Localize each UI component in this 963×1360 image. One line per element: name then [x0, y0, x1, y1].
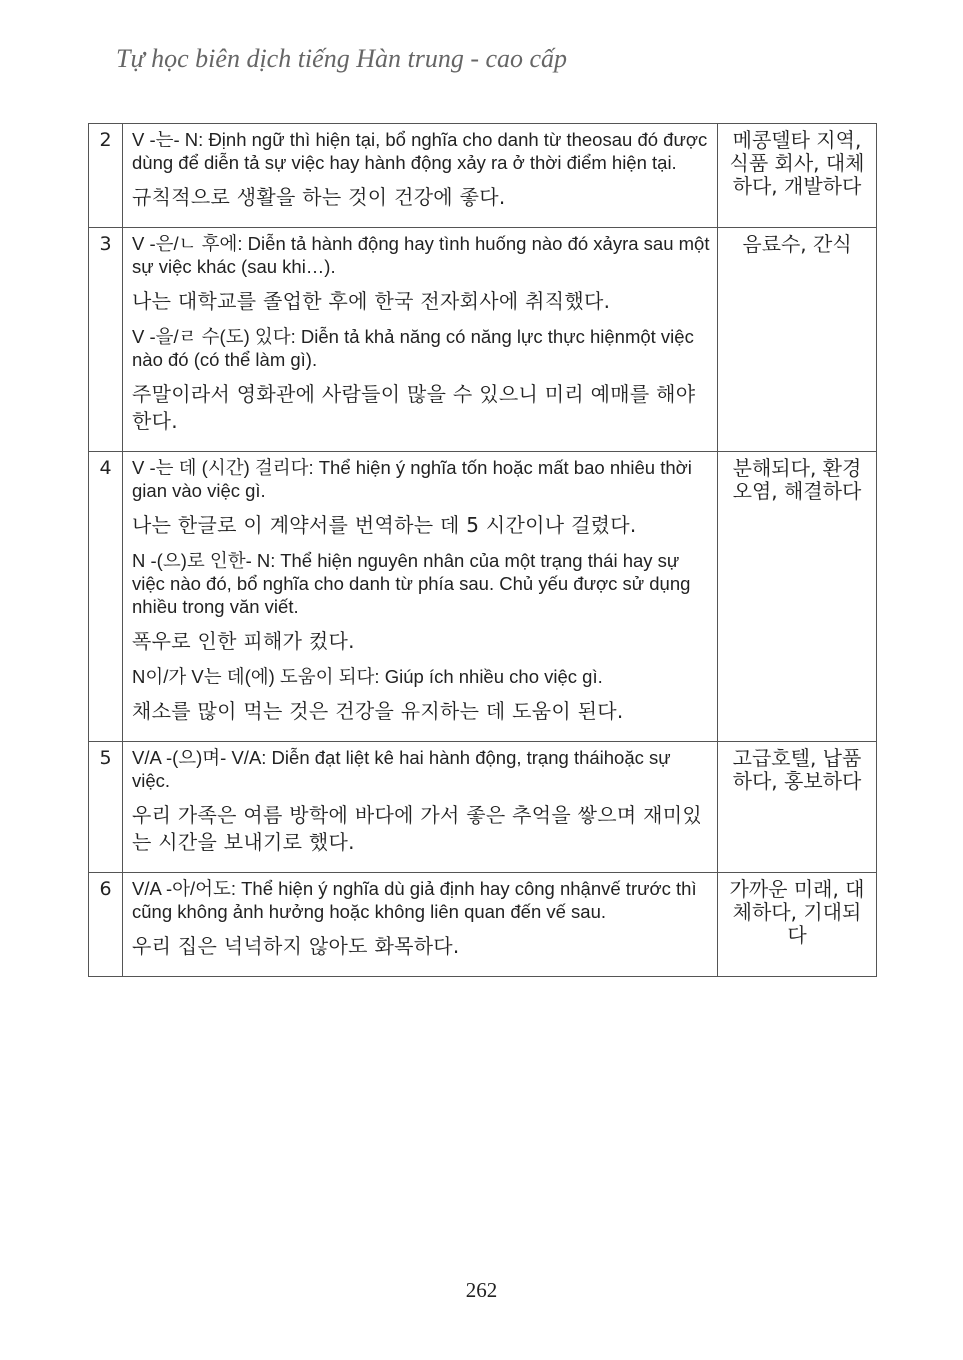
- row-number: 4: [89, 452, 123, 742]
- grammar-cell: [123, 452, 718, 742]
- grammar-point: V/A -아/어도: Thể hiện ý nghĩa dù giả định hay công nhậnvế trước thì cũng không ảnh hưởng hoặc không liên quan đến vế sau.: [132, 878, 697, 922]
- page-number: 262: [465, 1278, 498, 1302]
- grammar-cell: [123, 873, 718, 977]
- grammar-point: V/A -(으)며- V/A: Diễn đạt liệt kê hai hành động, trạng tháihoặc sự việc.: [132, 747, 671, 791]
- running-header: Tự học biên dịch tiếng Hàn trung - cao cấp: [116, 44, 568, 73]
- table-row: [89, 452, 877, 742]
- grammar-table: [88, 123, 877, 977]
- row-number: 2: [89, 124, 123, 228]
- grammar-point: N -(으)로 인한- N: Thể hiện nguyên nhân của một trạng thái hay sự việc nào đó, bổ nghĩa cho danh từ phía sau. Chủ yếu được sử dụng nhiều trong văn viết.: [132, 550, 691, 617]
- vocabulary-cell: 가까운 미래, 대체하다, 기대되다: [718, 873, 877, 977]
- example-sentence: 규칙적으로 생활을 하는 것이 건강에 좋다.: [132, 185, 506, 209]
- table-row: [89, 742, 877, 873]
- example-sentence: 채소를 많이 먹는 것은 건강을 유지하는 데 도움이 된다.: [132, 699, 624, 723]
- example-sentence: 우리 가족은 여름 방학에 바다에 가서 좋은 추억을 쌓으며 재미있는 시간을 보내기로 했다.: [132, 803, 703, 854]
- row-number: 6: [89, 873, 123, 977]
- example-sentence: 나는 한글로 이 계약서를 번역하는 데 5 시간이나 걸렸다.: [132, 513, 637, 537]
- grammar-point: V -는- N: Định ngữ thì hiện tại, bổ nghĩa cho danh từ theosau đó được dùng để diễn tả sự việc hay hành động xảy ra ở thời điểm hiện tại.: [132, 129, 708, 173]
- example-sentence: 폭우로 인한 피해가 컸다.: [132, 629, 355, 653]
- grammar-point: N이/가 V는 데(에) 도움이 되다: Giúp ích nhiều cho việc gì.: [132, 666, 603, 687]
- vocabulary-cell: 분해되다, 환경오염, 해결하다: [718, 452, 877, 742]
- grammar-cell: [123, 742, 718, 873]
- grammar-point: V -을/ㄹ 수(도) 있다: Diễn tả khả năng có năng lực thực hiệnmột việc nào đó (có thể làm gì).: [132, 326, 694, 370]
- example-sentence: 주말이라서 영화관에 사람들이 많을 수 있으니 미리 예매를 해야 한다.: [132, 382, 696, 433]
- grammar-cell: [123, 228, 718, 452]
- example-sentence: 나는 대학교를 졸업한 후에 한국 전자회사에 취직했다.: [132, 289, 611, 313]
- table-row: [89, 228, 877, 452]
- grammar-cell: [123, 124, 718, 228]
- row-number: 5: [89, 742, 123, 873]
- row-number: 3: [89, 228, 123, 452]
- vocabulary-cell: 음료수, 간식: [718, 228, 877, 452]
- grammar-point: V -은/ㄴ 후에: Diễn tả hành động hay tình huống nào đó xảyra sau một sự việc khác (sau khi…).: [132, 233, 710, 277]
- vocabulary-cell: 메콩델타 지역, 식품 회사, 대체하다, 개발하다: [718, 124, 877, 228]
- table-row: [89, 124, 877, 228]
- grammar-point: V -는 데 (시간) 걸리다: Thể hiện ý nghĩa tốn hoặc mất bao nhiêu thời gian vào việc gì.: [132, 457, 692, 501]
- vocabulary-cell: 고급호텔, 납품하다, 홍보하다: [718, 742, 877, 873]
- table-row: [89, 873, 877, 977]
- example-sentence: 우리 집은 넉넉하지 않아도 화목하다.: [132, 934, 460, 958]
